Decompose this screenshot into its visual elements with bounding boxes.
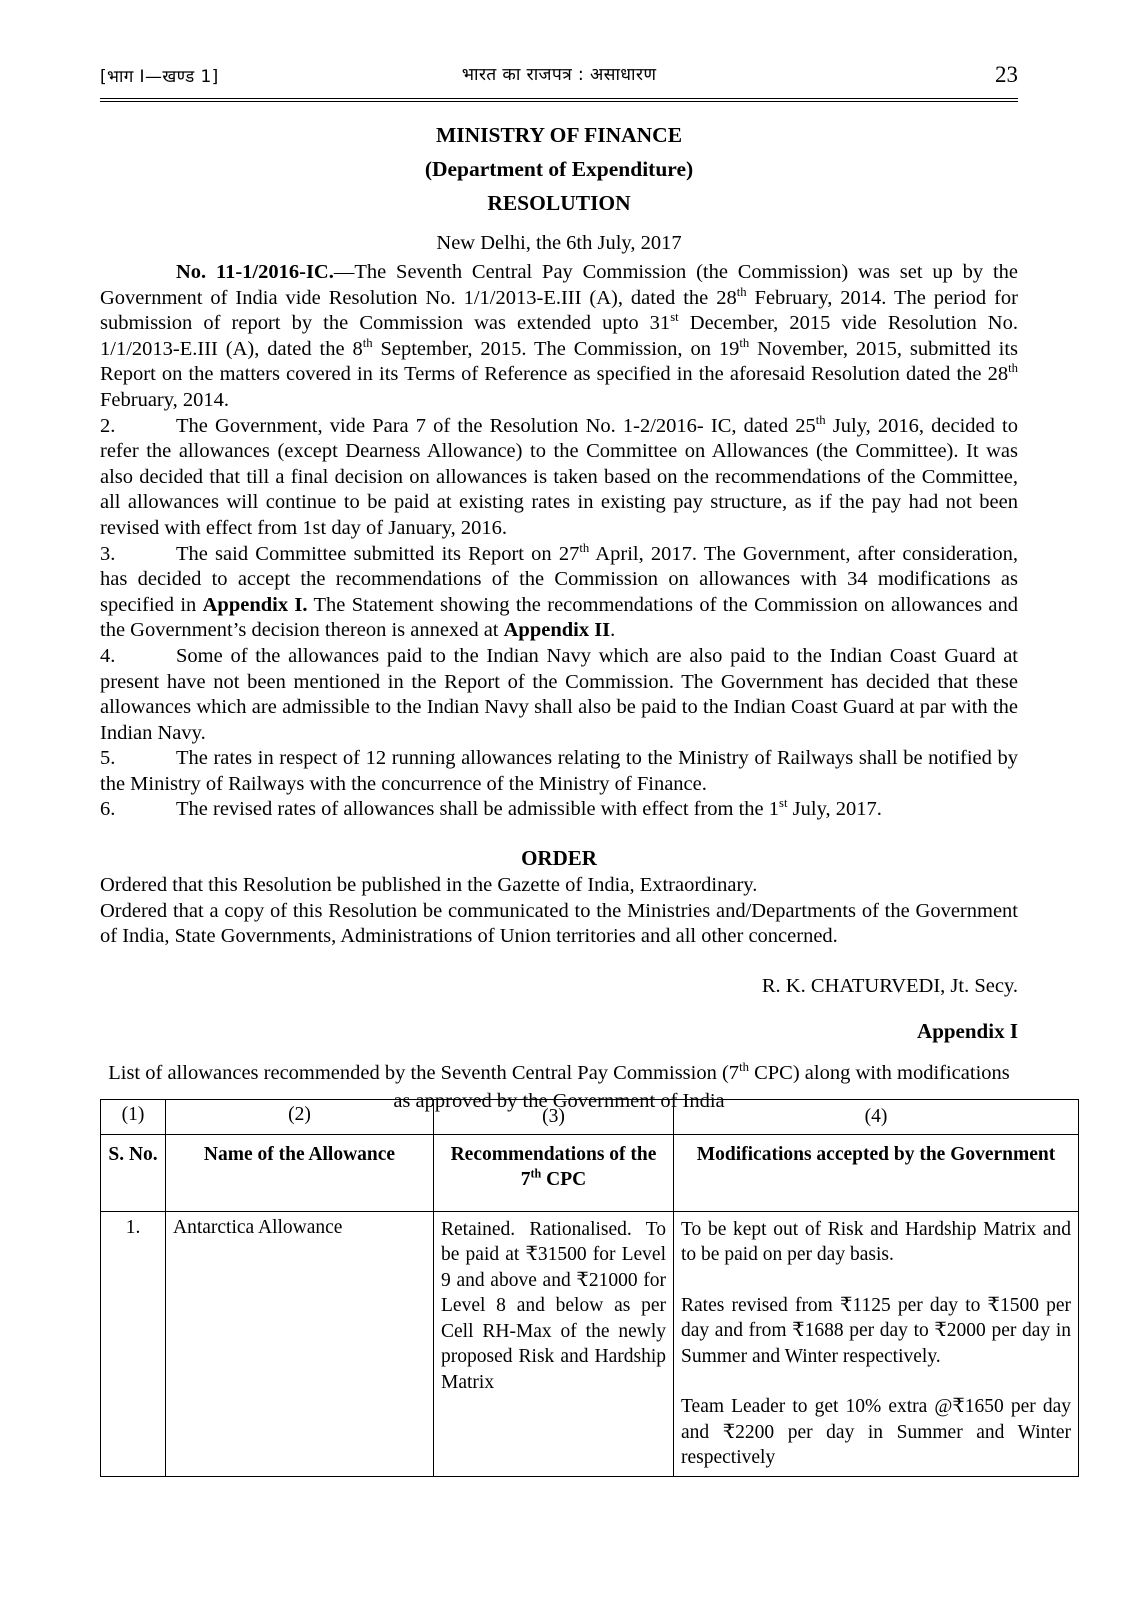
order-paragraph-1: Ordered that this Resolution be published in the Gazette of India, Extraordinary. (100, 874, 758, 897)
heading-department: (Department of Expenditure) (424, 157, 694, 181)
modification-paragraph-3: Team Leader to get 10% extra @₹1650 per day and ₹2200 per day in Summer and Winter respectively (681, 1396, 1071, 1468)
allowances-table (100, 1099, 1079, 1477)
superscript-th-5: th (815, 412, 826, 427)
modification-paragraph-1: To be kept out of Risk and Hardship Matrix and to be paid on per day basis. (681, 1218, 1071, 1265)
superscript-st-1: st (670, 310, 679, 325)
paragraph-1-text-c: December, 2015 vide Resolution No. 1/1/2013-E.III (A), dated the 8 (100, 312, 1018, 360)
appendix-subtitle-a: List of allowances recommended by the Seventh Central Pay Commission (7 (108, 1061, 740, 1084)
paragraph-5-number: 5. (100, 747, 116, 770)
header-rule (100, 98, 1018, 102)
paragraph-3-text-a: The said Committee submitted its Report on 27 (176, 542, 580, 565)
paragraph-3 (100, 542, 1018, 644)
paragraph-6-text-a: The revised rates of allowances shall be admissible with effect from the 1 (176, 798, 780, 821)
paragraph-1-text-b: February, 2014. The period for submission of report by the Commission was extended upto 31 (100, 286, 1018, 335)
heading-ministry: MINISTRY OF FINANCE (435, 123, 683, 147)
superscript-th-7: th (739, 1060, 749, 1075)
header-recommendations (434, 1134, 674, 1211)
header-modifications: Modifications accepted by the Government (674, 1134, 1079, 1211)
superscript-th-1: th (736, 284, 747, 299)
appendix-label: Appendix I (917, 1018, 1018, 1043)
paragraph-2-number: 2. (100, 414, 116, 437)
cell-allowance-name: Antarctica Allowance (166, 1211, 434, 1476)
document-body (100, 118, 1018, 1115)
header-gazette-title: भारत का राजपत्र : असाधारण (461, 65, 657, 85)
modification-paragraph-2: Rates revised from ₹1125 per day to ₹1500 per day and from ₹1688 per day to ₹2000 per day in Summer and Winter respectively. (681, 1294, 1071, 1367)
paragraph-3-text-d: . (610, 619, 616, 642)
dateline: New Delhi, the 6th July, 2017 (436, 232, 682, 254)
superscript-th-4: th (1008, 361, 1018, 376)
header-allowance-name: Name of the Allowance (166, 1134, 434, 1211)
order-paragraph-2: Ordered that a copy of this Resolution be communicated to the Ministries and/Departments of the Government of India, State Governments, Administrations of Union territories and all other concerned. (100, 899, 1018, 948)
table-row-column-numbers (101, 1100, 1079, 1135)
paragraph-1 (100, 260, 1018, 414)
appendix-ii-reference: Appendix II (503, 619, 611, 642)
cell-recommendation: Retained. Rationalised. To be paid at ₹31500 for Level 9 and above and ₹21000 for Level 8 and below as per Cell RH-Max of the newly proposed Risk and Hardship Matrix (434, 1211, 674, 1476)
heading-order: ORDER (521, 846, 597, 871)
page-number: 23 (995, 62, 1018, 87)
column-number-2: (2) (166, 1100, 434, 1135)
paragraph-2 (100, 414, 1018, 542)
signatory: R. K. CHATURVEDI, Jt. Secy. (761, 974, 1018, 997)
paragraph-1-text-e: November, 2015, submitted its Report on the matters covered in its Terms of Reference as specified in the aforesaid Resolution dated the 28 (100, 337, 1018, 386)
cell-modifications (674, 1211, 1079, 1476)
column-number-1: (1) (101, 1100, 166, 1135)
column-number-3: (3) (434, 1100, 674, 1135)
paragraph-1-text-d: September, 2015. The Commission, on 19 (372, 337, 740, 360)
paragraph-2-text-a: The Government, vide Para 7 of the Resolution No. 1-2/2016- IC, dated 25 (176, 414, 816, 437)
paragraph-6-text-b: July, 2017. (787, 798, 882, 821)
header-serial-number: S. No. (101, 1134, 166, 1211)
paragraph-5 (100, 746, 1018, 797)
paragraph-4 (100, 644, 1018, 746)
paragraph-6 (100, 797, 1018, 823)
superscript-th-3: th (739, 335, 750, 350)
paragraph-1-text-f: February, 2014. (100, 388, 230, 411)
heading-resolution: RESOLUTION (487, 191, 631, 215)
header-recommendations-b: CPC (541, 1168, 587, 1190)
superscript-th-2: th (362, 335, 373, 350)
paragraph-6-number: 6. (100, 798, 116, 821)
running-header (100, 62, 1018, 88)
table-row-headers (101, 1134, 1079, 1211)
paragraph-4-text: Some of the allowances paid to the Indian Navy which are also paid to the Indian Coast Guard at present have not been mentioned in the Report of the Commission. The Government has decided that these allowances which are admissible to the Indian Navy shall also be paid to the Indian Coast Guard at par with the Indian Navy. (100, 644, 1018, 744)
appendix-subtitle-b: CPC) along with modifications as approved by the Government of India (393, 1061, 1010, 1112)
appendix-i-reference: Appendix I. (202, 593, 308, 616)
header-part-volume: [भाग I—खण्ड 1] (100, 67, 219, 87)
superscript-th-8: th (530, 1166, 542, 1180)
paragraph-3-number: 3. (100, 542, 116, 565)
cell-serial-number: 1. (101, 1211, 166, 1476)
superscript-st-2: st (779, 796, 788, 811)
paragraph-3-text-b: April, 2017. The Government, after consideration, has decided to accept the recommendations of the Commission on allowances with 34 modifications as specified in (100, 542, 1018, 616)
table-row (101, 1211, 1079, 1476)
paragraph-3-text-c: The Statement showing the recommendations of the Commission on allowances and the Government’s decision thereon is annexed at (100, 593, 1018, 642)
paragraph-5-text: The rates in respect of 12 running allowances relating to the Ministry of Railways shall be notified by the Ministry of Railways with the concurrence of the Ministry of Finance. (100, 747, 1018, 795)
paragraph-4-number: 4. (100, 644, 116, 667)
paragraph-1-text-a: —The Seventh Central Pay Commission (the Commission) was set up by the Government of India vide Resolution No. 1/1/2013-E.III (A), dated the 28 (100, 261, 1018, 309)
paragraph-2-text-b: July, 2016, decided to refer the allowances (except Dearness Allowance) to the Committee on Allowances (the Committee). It was also decided that till a final decision on allowances is taken based on the recommendations of the Committee, all allowances will continue to be paid at existing rates in existing pay structure, as if the pay had not been revised with effect from 1st day of January, 2016. (100, 414, 1018, 539)
resolution-number: No. 11-1/2016-IC. (176, 261, 334, 283)
column-number-4: (4) (674, 1100, 1079, 1135)
superscript-th-6: th (579, 540, 590, 555)
header-recommendations-a: Recommendations of the 7 (450, 1143, 657, 1190)
